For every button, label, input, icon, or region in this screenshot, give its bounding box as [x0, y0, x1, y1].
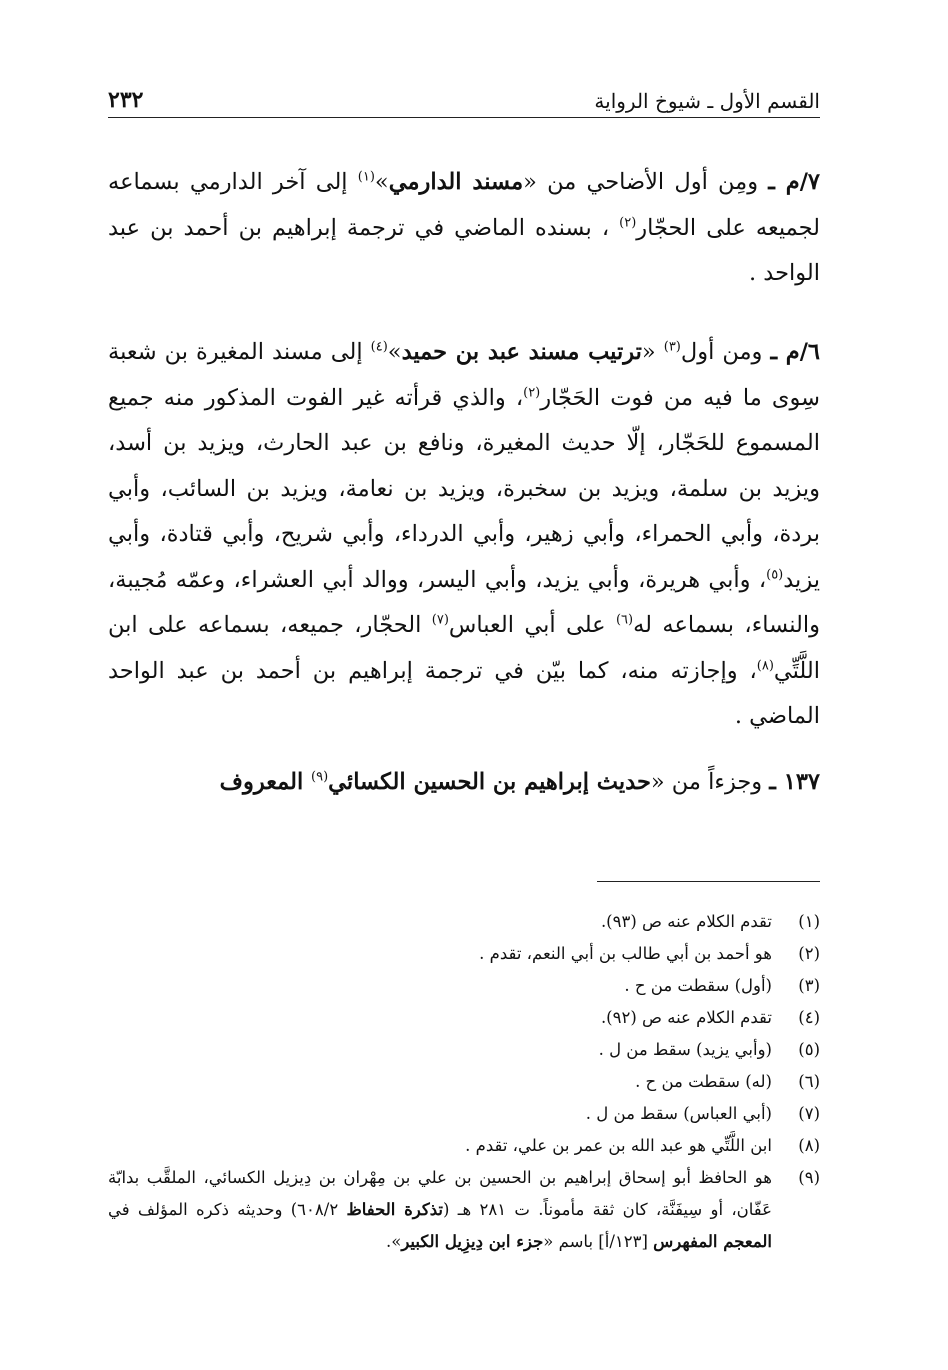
entry-text: ، والذي قرأته غير الفوت المذكور منه جميع المسموع للحَجّار، إلّا حديث المغيرة، ونافع بن عبد الحارث، ويزيد بن أسد، ويزيد بن سلمة، ويزيد بن سخبرة، ويزيد بن نعامة، ويزيد بن السائب، وأبي بردة، وأبي الحمراء، وأبي زهير، وأبي الدرداء، وأبي شريح، وأبي قتادة، وأبي يزيد [108, 384, 820, 593]
footnote-ref: (٤) [370, 339, 388, 355]
footnote-text: (له) سقطت من ح . [635, 1072, 772, 1091]
footnote-number: (٧) [798, 1104, 820, 1123]
footnote-text: (أول) سقطت من ح . [624, 976, 772, 995]
entry-paragraph [108, 760, 820, 806]
entry-text: » [374, 169, 389, 195]
book-title: المعجم المفهرس [653, 1232, 772, 1251]
footnote-item [108, 970, 820, 1002]
book-title: مسند الدارمي [388, 169, 524, 195]
footnote-text-part: ٦٠٨/٢) وحديثه ذكره المؤلف في [108, 1200, 347, 1219]
footnote-item [108, 1098, 820, 1130]
footnote-text-part: هو الحافظ أبو إسحاق إبراهيم بن الحسين بن علي بن مِهْران بن دِيزيل الكسائي، الملقَّب بدابّة عَفّان، أو سِيفَنَّة، كان ثقة مأموناً. ت ٢٨١ هـ ( [108, 1168, 772, 1219]
entry-text: ومن أول [680, 339, 771, 365]
footnote-number: (٤) [798, 1008, 820, 1027]
footnote-text-part: ». [385, 1232, 402, 1251]
page-header [108, 78, 820, 118]
entry-text: على أبي العباس [448, 612, 616, 638]
footnote-ref: (٨) [756, 658, 774, 673]
entry-text: ، وإجازته منه، كما بيّن في ترجمة إبراهيم بن أحمد بن عبد الواحد الماضي . [108, 657, 820, 729]
footnote-text: هو أحمد بن أبي طالب بن أبي النعم، تقدم . [479, 944, 772, 963]
entry-number: ٧/م ـ [768, 169, 821, 195]
footnote-ref: (٧) [431, 612, 449, 628]
footnote-number: (٢) [798, 944, 820, 963]
entry-number: ١٣٧ ـ [769, 769, 820, 795]
footnote-item [108, 1034, 820, 1066]
footnote-number: (١) [798, 912, 820, 931]
entry-number: ٦/م ـ [770, 339, 821, 365]
footnote-ref: (٢) [523, 385, 541, 400]
footnote-ref: (٢) [619, 215, 637, 230]
entry-paragraph [108, 330, 820, 740]
footnote-ref: (٩) [311, 769, 329, 785]
footnote-divider [597, 881, 820, 882]
footnotes-section [108, 906, 820, 1258]
footnote-number: (٥) [798, 1040, 820, 1059]
footnote-ref: (١) [357, 169, 375, 185]
footnote-text: تقدم الكلام عنه ص (٩٢). [600, 1008, 772, 1027]
footnote-ref: (٥) [766, 567, 784, 582]
footnote-ref: (٣) [663, 339, 681, 355]
footnote-text: ابن اللَّتِّي هو عبد الله بن عمر بن علي، تقدم . [465, 1136, 772, 1155]
footnote-item [108, 906, 820, 938]
footnote-item [108, 1066, 820, 1098]
entry-text: ، وأبي هريرة، وأبي يزيد، وأبي اليسر، ووالد أبي العشراء، وعمّه مُجيبة، والنساء، بسماعه له [108, 566, 820, 638]
running-title: القسم الأول ـ شيوخ الرواية [594, 89, 820, 113]
entry-text: إلى آخر الدارمي بسماعه لجميعه على الحجّار [108, 169, 820, 241]
entry-paragraph [108, 160, 820, 297]
footnote-text: تقدم الكلام عنه ص (٩٣). [600, 912, 772, 931]
footnote-number: (٩) [798, 1168, 820, 1187]
book-title: جزء ابن دِيزِيل الكبير [401, 1232, 544, 1251]
footnote-text-part: [١٢٣/أ] باسم « [543, 1232, 654, 1251]
footnote-item [108, 1162, 820, 1258]
page-number: ٢٣٢ [108, 87, 144, 113]
footnote-item [108, 1002, 820, 1034]
footnote-item [108, 1130, 820, 1162]
entry-text: ومِن أول الأضاحي من « [523, 169, 769, 195]
footnote-number: (٦) [798, 1072, 820, 1091]
footnote-text [108, 1162, 772, 1258]
footnote-number: (٣) [798, 976, 820, 995]
footnote-number: (٨) [798, 1136, 820, 1155]
footnote-text: (وأبي يزيد) سقط من ل . [598, 1040, 772, 1059]
entry-text: الحجّار، جميعه، بسماعه على ابن اللَّتِّي [108, 612, 820, 684]
footnote-text: (أبي العباس) سقط من ل . [585, 1104, 772, 1123]
book-title: حديث إبراهيم بن الحسين الكسائي [328, 769, 651, 795]
book-title: ترتيب مسند عبد بن حميد [401, 339, 642, 365]
entry-text: » [387, 339, 402, 365]
entry-text: المعروف [219, 769, 312, 795]
entry-text: وجزءاً من « [650, 769, 770, 795]
footnote-item [108, 938, 820, 970]
entry-text: ، بسنده الماضي في ترجمة إبراهيم بن أحمد بن عبد الواحد . [108, 214, 820, 286]
entry-text: إلى مسند المغيرة بن شعبة سِوى ما فيه من فوت الحَجّار [108, 339, 820, 411]
entry-text: « [641, 339, 664, 365]
footnote-ref: (٦) [615, 612, 634, 628]
book-title: تذكرة الحفاظ [346, 1200, 443, 1219]
